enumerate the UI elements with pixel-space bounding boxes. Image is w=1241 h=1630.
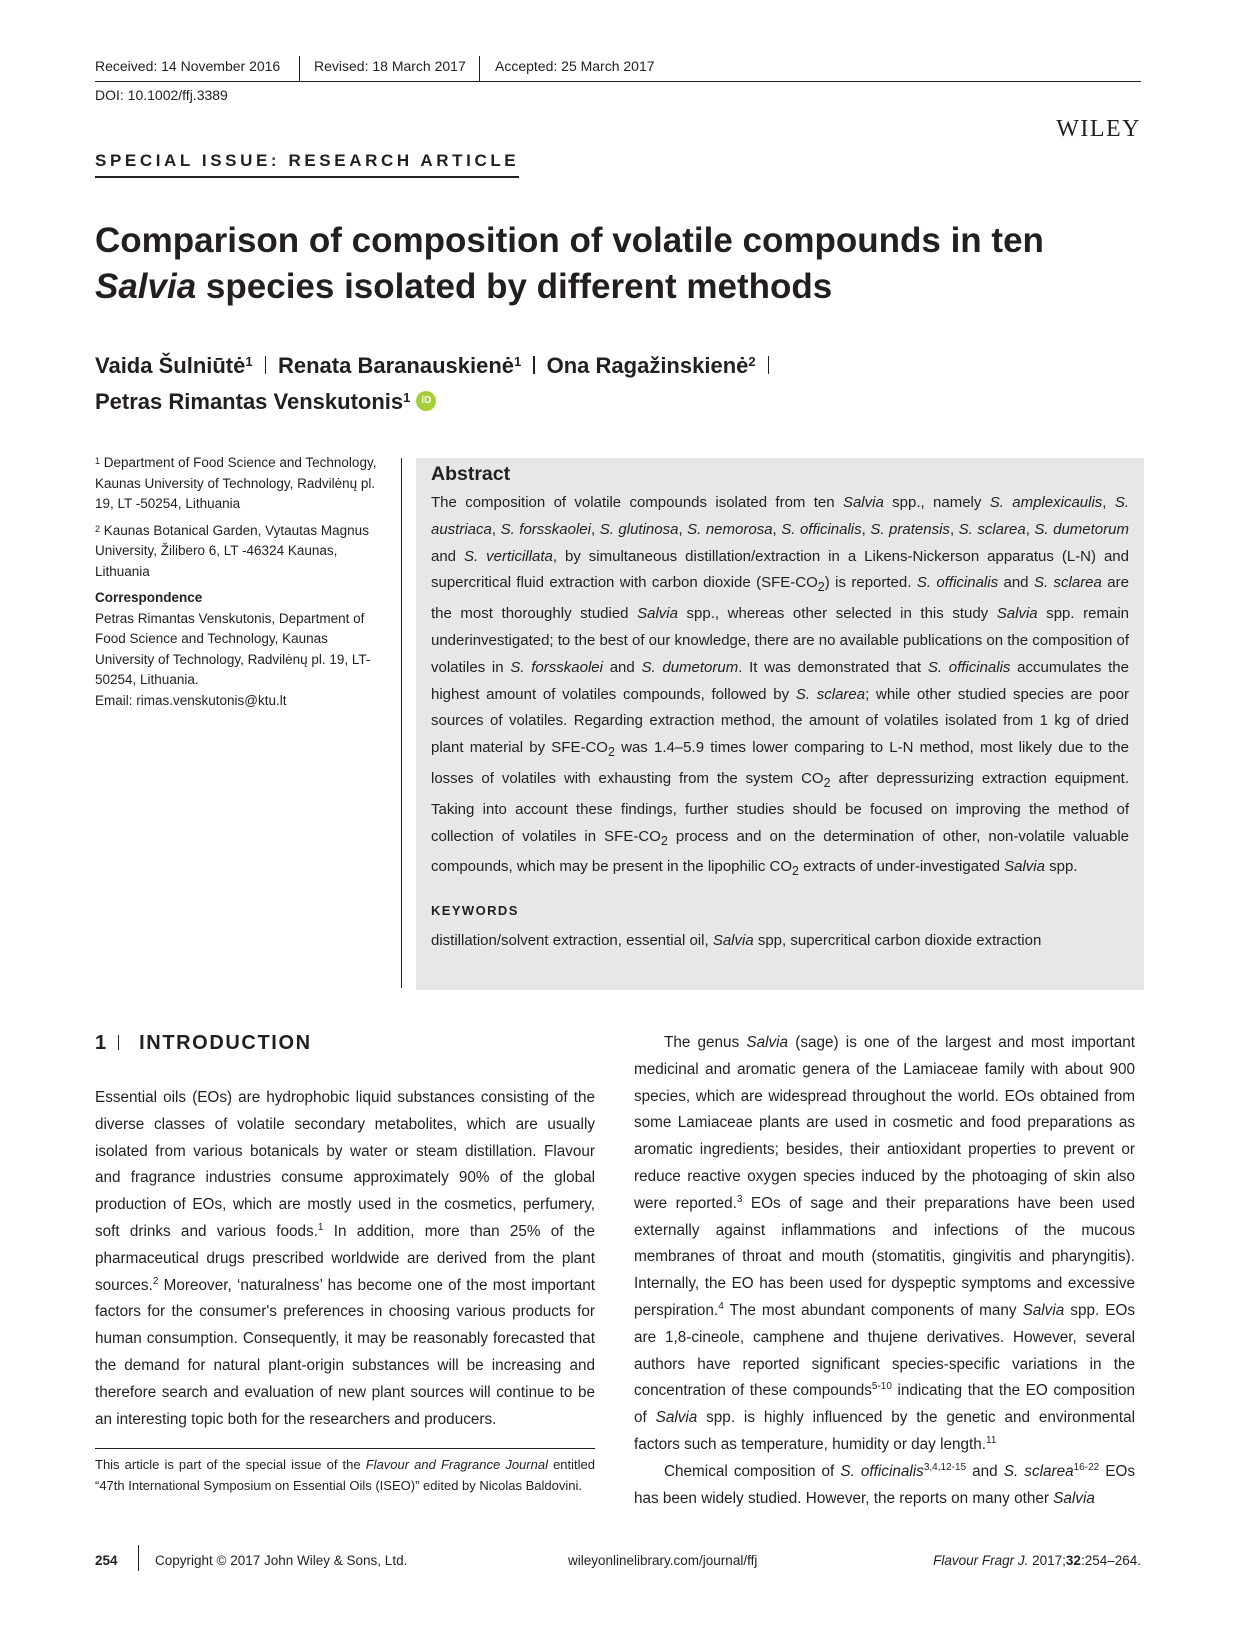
correspondence-email[interactable]: Email: rimas.venskutonis@ktu.lt [95, 692, 287, 708]
divider [768, 356, 769, 374]
divider [299, 56, 300, 82]
divider [265, 356, 266, 374]
abstract-heading: Abstract [431, 463, 511, 485]
section-label: SPECIAL ISSUE: RESEARCH ARTICLE [95, 151, 519, 178]
page-number: 254 [95, 1553, 118, 1568]
intro-left-column [95, 1085, 595, 1433]
affiliation: $^1$ Department of Food Science and Technology, Kaunas University of Technology, Radvilėnų pl. 19, LT -50254, Lithuania [95, 455, 377, 511]
publisher-logo: WILEY [1056, 116, 1141, 142]
page-footer [95, 1551, 1141, 1575]
copyright: Copyright © 2017 John Wiley & Sons, Ltd. [155, 1553, 408, 1568]
revised-date: Revised: 18 March 2017 [314, 58, 466, 74]
received-date: Received: 14 November 2016 [95, 58, 281, 74]
affiliations [95, 453, 390, 717]
section-number: 1 [95, 1032, 108, 1054]
keywords-heading: KEYWORDS [431, 903, 519, 919]
footnote: This article is part of the special issue of the Flavour and Fragrance Journal entitled “47th International Symposium on Essential Oils (ISEO)” edited by Nicolas Baldovini. [95, 1457, 595, 1493]
citation: Flavour Fragr J. 2017;32:254–264. [933, 1553, 1141, 1568]
keywords: distillation/solvent extraction, essential oil, Salvia spp, supercritical carbon dioxide extraction [431, 932, 1042, 950]
correspondence-text: Petras Rimantas Venskutonis, Department of Food Science and Technology, Kaunas University of Technology, Radvilėnų pl. 19, LT-50254, Lithuania. [95, 610, 371, 687]
author-list [95, 348, 1145, 420]
author[interactable]: Renata Baranauskienė$^1$ [278, 353, 522, 378]
dates-bar [95, 56, 1141, 82]
orcid-icon[interactable]: iD [416, 391, 436, 411]
correspondence-heading: Correspondence [95, 590, 203, 605]
introduction-heading [95, 1032, 312, 1055]
author[interactable]: Vaida Šulniūtė$^1$ [95, 353, 253, 378]
divider [118, 1035, 119, 1050]
footnote-rule [95, 1448, 595, 1449]
abstract-text: The composition of volatile compounds isolated from ten Salvia spp., namely S. amplexicaulis, S. austriaca, S. forsskaolei, S. glutinosa, S. nemorosa, S. officinalis, S. pratensis, S. sclarea, S. dumetorum and S. verticillata, by simultaneous distillation/extraction in a Likens-Nickerson apparatus (L-N) and supercritical fluid extraction with carbon dioxide $(SFE-CO_2)$ is reported. S. officinalis and S. sclarea are the most thoroughly studied Salvia spp., whereas other selected in this study Salvia spp. remain underinvestigated; to the best of our knowledge, there are no available publications on the composition of volatiles in S. forsskaolei and S. dumetorum. It was demonstrated that S. officinalis accumulates the highest amount of volatiles compounds, followed by S. sclarea; while other studied species are poor sources of volatiles. Regarding extraction method, the amount of volatiles isolated from 1 kg of dried plant material by SFE-$CO_2$ was 1.4–5.9 times lower comparing to L-N method, most likely due to the losses of volatiles with exhausting from the system $CO_2$ after depressurizing extraction equipment. Taking into account these findings, further studies should be focused on improving the method of collection of volatiles in SFE-$CO_2$ process and on the determination of other, non-volatile valuable compounds, which may be present in the lipophilic $CO_2$ extracts of under-investigated Salvia spp. [431, 494, 1130, 879]
doi[interactable]: DOI: 10.1002/ffj.3389 [95, 87, 228, 103]
author[interactable]: Ona Ragažinskienė$^2$ [546, 353, 756, 378]
divider [138, 1545, 139, 1571]
section-title: INTRODUCTION [139, 1032, 312, 1054]
divider [479, 56, 480, 82]
author[interactable]: Petras Rimantas Venskutonis$^1$ [95, 389, 411, 414]
paragraph: The genus Salvia (sage) is one of the largest and most important medicinal and aromatic genera of the Lamiaceae family with about 900 species, which are widespread throughout the world. EOs obtained from some Lamiaceae plants are used in cosmetic and food preparations as aromatic ingredients; besides, their antioxidant properties to prevent or reduce reactive oxygen species induced by the photoaging of skin also were reported.$^3$ EOs of sage and their preparations have been used externally against inflammations and infections of the mucous membranes of throat and mouth (stomatitis, gingivitis and pharyngitis). Internally, the EO has been used for dyspeptic symptoms and excessive perspiration.$^4$ The most abundant components of many Salvia spp. EOs are 1,8-cineole, camphene and thujene derivatives. However, several authors have reported significant species-specific variations in the concentration of these compounds$^{5-10}$ indicating that the EO composition of Salvia spp. is highly influenced by the genetic and environmental factors such as temperature, humidity or day length.$^{11}$ [634, 1034, 1135, 1453]
accepted-date: Accepted: 25 March 2017 [495, 58, 655, 74]
abstract-box [416, 458, 1144, 990]
article-title: Comparison of composition of volatile compounds in ten Salvia species isolated by different methods [95, 221, 1044, 306]
paragraph: Chemical composition of S. officinalis$^{3,4,12-15}$ and S. sclarea$^{16-22}$ EOs has been widely studied. However, the reports on many other Salvia [634, 1461, 1136, 1507]
paragraph: Essential oils (EOs) are hydrophobic liquid substances consisting of the diverse classes of volatile secondary metabolites, which are usually isolated from various botanicals by water or steam distillation. Flavour and fragrance industries consume approximately 90% of the global production of EOs, which are mostly used in the cosmetics, perfumery, soft drinks and various foods.$^1$ In addition, more than 25% of the pharmaceutical drugs prescribed worldwide are derived from the plant sources.$^2$ Moreover, ‘naturalness’ has become one of the most important factors for the consumer's preferences in choosing various products for human consumption. Consequently, it may be reasonably forecasted that the demand for natural plant-origin substances will be increasing and therefore search and evaluation of new plant sources will continue to be an interesting topic both for the researchers and producers. [95, 1089, 595, 1428]
intro-right-column [634, 1030, 1135, 1512]
divider [533, 356, 534, 374]
journal-url[interactable]: wileyonlinelibrary.com/journal/ffj [568, 1553, 758, 1568]
column-divider [401, 458, 402, 988]
affiliation: $^2$ Kaunas Botanical Garden, Vytautas Magnus University, Žilibero 6, LT -46324 Kaunas, Lithuania [95, 522, 369, 579]
